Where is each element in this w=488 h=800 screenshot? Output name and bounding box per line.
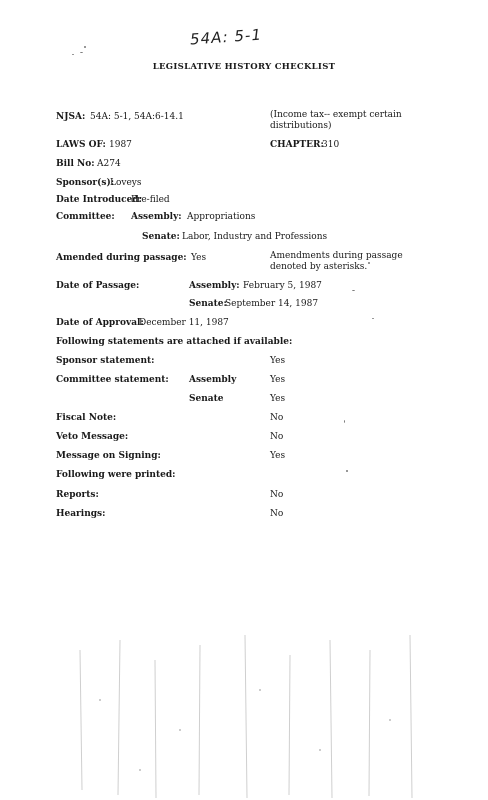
committee-assembly-label: Assembly: — [131, 212, 182, 222]
committee-statement-label: Committee statement: — [56, 375, 169, 385]
amended-label: Amended during passage: — [56, 253, 187, 263]
page-title: LEGISLATIVE HISTORY CHECKLIST — [152, 62, 336, 72]
bill-no-value: A274 — [97, 159, 121, 169]
reports-value: No — [270, 490, 284, 500]
scan-speck — [346, 470, 348, 472]
committee-statement-senate-value: Yes — [270, 394, 286, 404]
chapter-value: 310 — [322, 140, 340, 150]
message-on-signing-value: Yes — [270, 451, 286, 461]
committee-statement-senate-label: Senate — [189, 394, 224, 404]
njsa-note: (Income tax-- exempt certain distributions) — [270, 110, 402, 131]
printed-heading: Following were printed: — [56, 470, 176, 480]
sponsor-statement-label: Sponsor statement: — [56, 356, 155, 366]
bill-no-label: Bill No: — [56, 159, 95, 169]
scan-speck — [84, 46, 86, 48]
passage-assembly-label: Assembly: — [189, 281, 240, 291]
scan-speck — [80, 52, 83, 53]
date-of-approval-value: December 11, 1987 — [139, 318, 229, 328]
scan-speck — [368, 262, 370, 264]
amended-note: Amendments during passage denoted by asterisks. — [270, 251, 403, 272]
sponsors-label: Sponsor(s): — [56, 178, 115, 188]
passage-senate-label: Senate: — [189, 299, 227, 309]
committee-assembly-value: Appropriations — [187, 212, 256, 222]
date-introduced-value: Pre-filed — [131, 195, 170, 205]
message-on-signing-label: Message on Signing: — [56, 451, 161, 461]
committee-statement-assembly-label: Assembly — [189, 375, 237, 385]
fiscal-note-label: Fiscal Note: — [56, 413, 117, 423]
committee-statement-assembly-value: Yes — [270, 375, 286, 385]
laws-of-label: LAWS OF: — [56, 140, 106, 150]
hearings-label: Hearings: — [56, 509, 106, 519]
hearings-value: No — [270, 509, 284, 519]
committee-senate-label: Senate: — [142, 232, 180, 242]
date-introduced-label: Date Introduced: — [56, 195, 142, 205]
veto-message-label: Veto Message: — [56, 432, 129, 442]
veto-message-value: No — [270, 432, 284, 442]
scan-speck — [352, 290, 355, 291]
sponsor-statement-value: Yes — [270, 356, 286, 366]
passage-assembly-value: February 5, 1987 — [243, 281, 322, 291]
njsa-label: NJSA: — [56, 112, 86, 122]
sponsors-value: Loveys — [110, 178, 142, 188]
scan-noise — [60, 630, 440, 800]
scan-speck — [344, 420, 345, 423]
scan-speck — [72, 54, 74, 55]
fiscal-note-value: No — [270, 413, 284, 423]
committee-senate-value: Labor, Industry and Professions — [182, 232, 328, 242]
passage-senate-value: September 14, 1987 — [225, 299, 319, 309]
committee-label: Committee: — [56, 212, 115, 222]
amended-value: Yes — [191, 253, 207, 263]
date-of-passage-label: Date of Passage: — [56, 281, 140, 291]
njsa-value: 54A: 5-1, 54A:6-14.1 — [90, 112, 184, 122]
handwritten-code: 54A: 5-1 — [189, 25, 263, 49]
chapter-label: CHAPTER: — [270, 140, 324, 150]
date-of-approval-label: Date of Approval: — [56, 318, 144, 328]
scan-speck — [372, 318, 374, 319]
statements-heading: Following statements are attached if available: — [56, 337, 293, 347]
reports-label: Reports: — [56, 490, 99, 500]
laws-of-value: 1987 — [109, 140, 132, 150]
